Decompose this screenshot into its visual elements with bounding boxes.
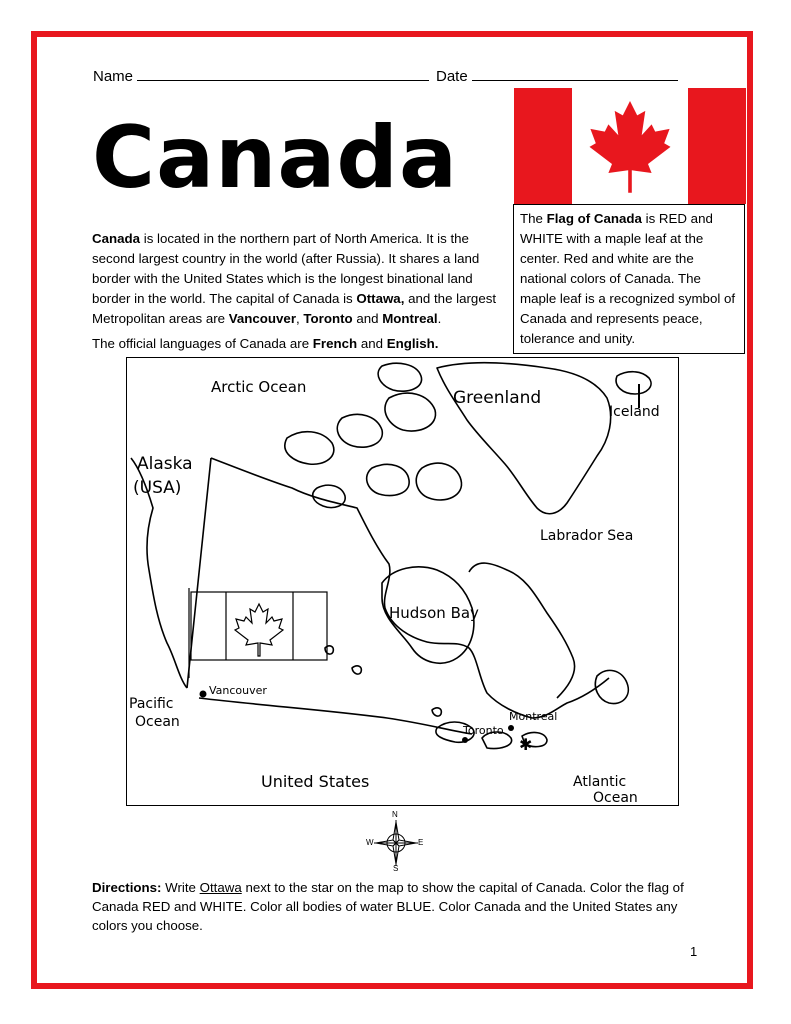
map-flag [189,588,327,678]
page-number: 1 [690,944,698,959]
intro-bold-ottawa: Ottawa, [356,291,405,306]
languages-text-2: and [357,336,387,351]
label-arctic-ocean: Arctic Ocean [211,378,307,396]
compass-e: E [418,838,424,847]
compass-n: N [392,810,398,819]
label-labrador-sea: Labrador Sea [540,528,634,544]
label-alaska: Alaska [137,454,193,474]
directions-text-2: next to the star on the map to show the capital of Canada. Color the flag of Canada RED and WHITE. Color all bodies of water BLUE. Color Canada and the United States any colors you choose. [92,880,684,933]
intro-bold-toronto: Toronto [303,311,353,326]
flag-info-box [513,204,745,354]
languages-text-1: The official languages of Canada are [92,336,313,351]
label-pacific-ocean: Ocean [135,714,180,730]
directions-text-1: Write [161,880,200,895]
languages-bold-french: French [312,336,358,351]
flag-info-bold: Flag of Canada [546,211,642,226]
directions-label: Directions: [92,880,162,895]
intro-bold-vancouver: Vancouver [228,311,297,326]
intro-text-3: , [296,311,304,326]
label-montreal: Montreal [509,710,558,723]
name-label: Name [93,68,134,85]
compass-rose-icon [366,812,426,874]
label-greenland: Greenland [453,388,542,408]
flag-info-text: The [520,211,547,226]
label-usa: (USA) [133,478,182,498]
page-title: Canada [92,108,458,208]
intro-bold-canada: Canada [92,231,141,246]
maple-leaf-icon [585,96,675,196]
flag-info-text-2: is RED and WHITE with a maple leaf at the center. Red and white are the national colors of Canada. The maple leaf is a recognized symbol of Canada and represents peace, tolerance and unity. [520,211,736,346]
intro-paragraph [92,229,510,329]
languages-line [92,336,438,351]
canada-map [126,357,679,806]
compass-w: W [366,838,374,847]
vancouver-dot [200,691,207,698]
montreal-dot [508,725,514,731]
flag-right-bar [688,88,746,204]
date-blank[interactable] [472,66,678,81]
label-pacific: Pacific [129,696,174,712]
directions-paragraph [92,878,702,935]
label-toronto: Toronto [463,724,504,737]
flag-center [572,88,688,204]
us-canada-border [199,698,472,734]
label-atlantic-ocean: Ocean [593,790,638,806]
label-atlantic: Atlantic [573,774,627,790]
canada-flag [514,88,746,204]
date-label: Date [436,68,468,85]
intro-text-1: is located in the northern part of North America. It is the second largest country in the world (after Russia). It shares a land border with the United States which is the longest binational land border in the world. The capital of Canada is [92,231,480,306]
toronto-dot [462,737,468,743]
name-blank[interactable] [137,66,429,81]
label-united-states: United States [261,772,370,791]
languages-bold-english: English. [386,336,439,351]
date-field[interactable] [436,66,678,85]
intro-bold-montreal: Montreal [382,311,438,326]
compass-s: S [393,864,399,873]
intro-text-4: and [352,311,383,326]
label-iceland: Iceland [609,404,660,420]
map-outline [127,358,679,806]
directions-ottawa: Ottawa [199,880,242,895]
name-field[interactable] [93,66,429,85]
intro-text-2: and the largest Metropolitan areas are [92,291,497,326]
label-vancouver: Vancouver [209,684,267,697]
label-hudson-bay: Hudson Bay [389,604,479,622]
capital-star-icon: ✱ [519,735,533,754]
intro-text-5: . [437,311,442,326]
flag-left-bar [514,88,572,204]
